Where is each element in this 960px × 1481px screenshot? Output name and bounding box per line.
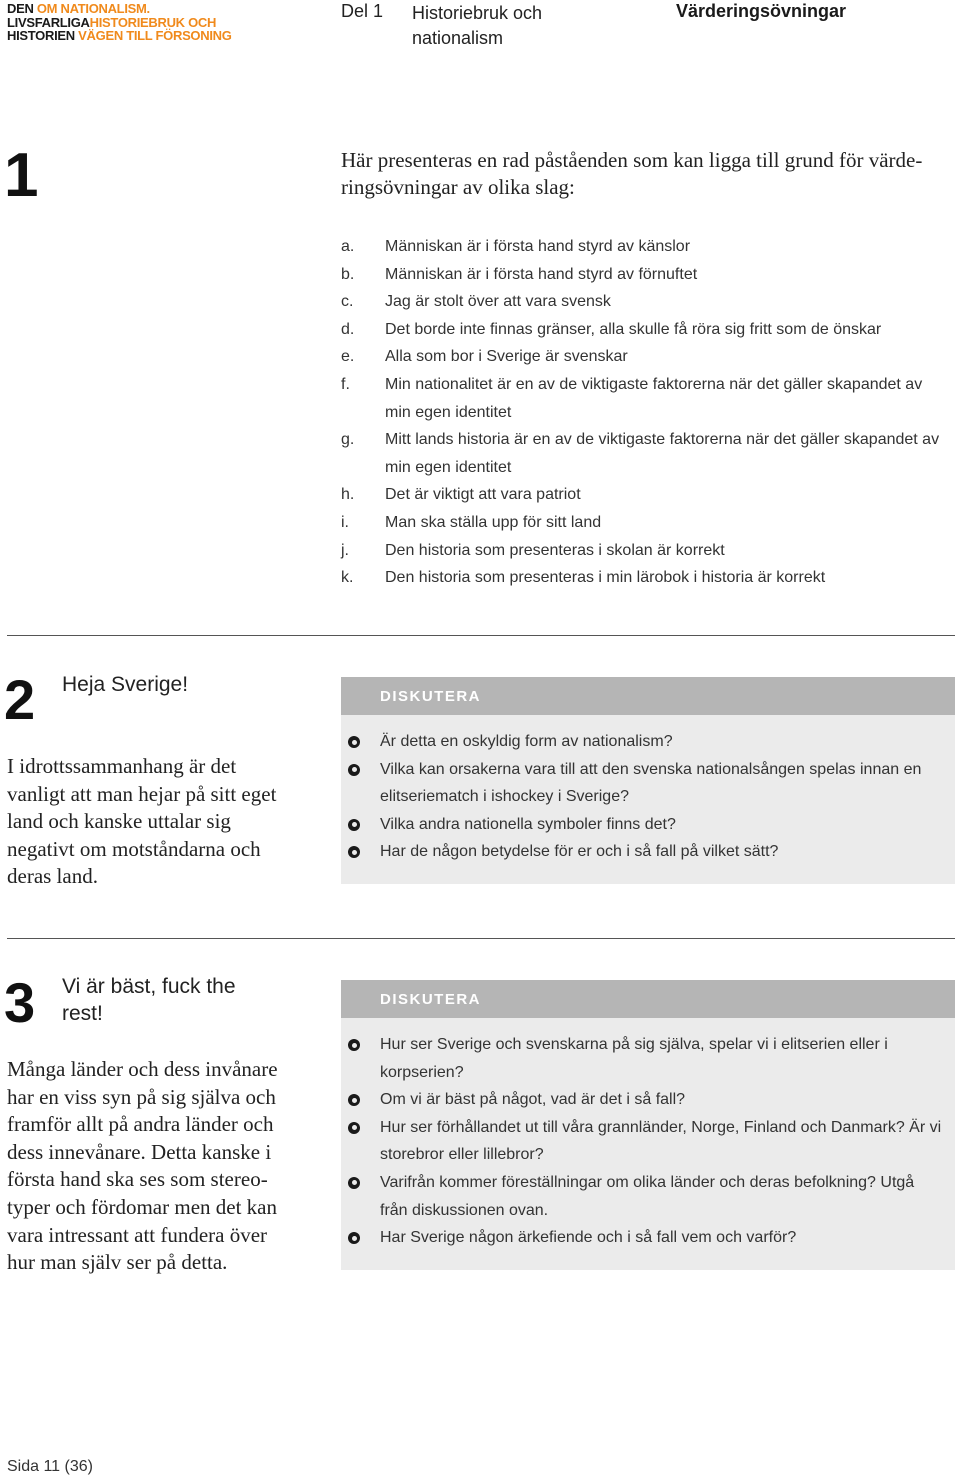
statement-letter: g.: [341, 431, 355, 449]
discussion-questions: [341, 715, 955, 866]
publication-logo: [7, 2, 232, 43]
statement-letter: f.: [341, 375, 350, 393]
statement-text: Det är viktigt att vara patriot: [385, 486, 581, 504]
section-1-number: 1: [4, 141, 37, 210]
statement-letter: k.: [341, 569, 354, 587]
section-divider: [7, 635, 955, 636]
section-3-discussion-box: [341, 980, 955, 1270]
statement-item: [341, 261, 941, 289]
statement-item: [341, 481, 941, 509]
header-section: Värderingsövningar: [676, 1, 847, 21]
discussion-question: [341, 1031, 945, 1086]
ring-bullet-icon: [348, 846, 360, 858]
discussion-question: [341, 838, 945, 866]
question-text: Varifrån kommer föreställningar om olika länder och deras befolkning? Utgå från diskussionen ovan.: [380, 1173, 915, 1219]
statement-list: [341, 233, 941, 592]
question-text: Om vi är bäst på något, vad är det i så fall?: [380, 1091, 686, 1109]
statement-text: Min nationalitet är en av de viktigaste faktorerna när det gäller skapandet av min egen identitet: [385, 375, 923, 421]
statement-text: Man ska ställa upp för sitt land: [385, 513, 602, 531]
section-2-title: Heja Sverige!: [62, 673, 189, 696]
section-divider: [7, 938, 955, 939]
ring-bullet-icon: [348, 736, 360, 748]
statement-letter: e.: [341, 348, 355, 366]
section-1-intro: Här presenteras en rad påståenden som kan ligga till grund för värderingsövningar av olika slag:: [341, 148, 923, 199]
statement-text: Människan är i första hand styrd av känslor: [385, 238, 691, 255]
page-number: Sida 11 (36): [7, 1458, 93, 1475]
discussion-question: [341, 811, 945, 839]
statement-text: Det borde inte finnas gränser, alla skulle få röra sig fritt som de önskar: [385, 320, 882, 338]
discussion-question: [341, 1086, 945, 1114]
ring-bullet-icon: [348, 1177, 360, 1189]
discussion-header: DISKUTERA: [341, 980, 955, 1018]
statement-item: [341, 509, 941, 537]
question-text: Har de någon betydelse för er och i så fall på vilket sätt?: [380, 843, 779, 861]
statement-text: Människan är i första hand styrd av förnuftet: [385, 265, 698, 283]
discussion-question: [341, 1114, 945, 1169]
statement-text: Den historia som presenteras i skolan är korrekt: [385, 541, 725, 559]
question-text: Är detta en oskyldig form av nationalism?: [380, 733, 673, 750]
statement-text: Den historia som presenteras i min lärobok i historia är korrekt: [385, 569, 826, 587]
statement-item: [341, 426, 941, 481]
statement-letter: h.: [341, 486, 355, 504]
statement-letter: a.: [341, 238, 355, 255]
statement-letter: j.: [341, 541, 349, 559]
statement-item: [341, 343, 941, 371]
section-3-title: Vi är bäst, fuck the rest!: [62, 975, 236, 1025]
header-part: Del 1: [341, 1, 384, 21]
header-chapter: Historiebruk och nationalism: [412, 3, 543, 48]
question-text: Har Sverige någon ärkefiende och i så fall vem och varför?: [380, 1229, 797, 1247]
discussion-question: [341, 1224, 945, 1252]
statement-item: [341, 371, 941, 426]
statement-item: [341, 288, 941, 316]
question-text: Hur ser förhållandet ut till våra grannländer, Norge, Finland och Danmark? Är vi storebror eller lillebror?: [380, 1118, 942, 1164]
ring-bullet-icon: [348, 1232, 360, 1244]
section-2-number: 2: [4, 668, 34, 731]
statement-letter: d.: [341, 320, 355, 338]
statement-letter: c.: [341, 293, 354, 311]
statement-text: Jag är stolt över att vara svensk: [385, 293, 611, 311]
statement-text: Mitt lands historia är en av de viktigaste faktorerna när det gäller skapandet av min egen identitet: [385, 431, 940, 476]
statement-item: [341, 316, 941, 344]
statement-item: [341, 537, 941, 565]
statement-letter: i.: [341, 513, 349, 531]
question-text: Vilka andra nationella symboler finns det?: [380, 815, 676, 833]
discussion-question: [341, 756, 945, 811]
logo-line-1: DEN OM NATIONALISM.: [7, 1, 150, 16]
statement-item: [341, 564, 941, 592]
statement-item: [341, 233, 941, 261]
statement-letter: b.: [341, 265, 355, 283]
section-2-discussion-box: [341, 677, 955, 884]
ring-bullet-icon: [348, 764, 360, 776]
discussion-question: [341, 728, 945, 756]
section-3-number: 3: [4, 971, 34, 1034]
section-3-body: Många länder och dess invånare har en viss syn på sig själva och framför allt på andra länder och dess innevånare. Detta kanske i första hand ska ses som stereotyper och fördomar men det kan vara intressant att fundera över hur man själv ser på detta.: [7, 1057, 278, 1275]
discussion-question: [341, 1169, 945, 1224]
question-text: Hur ser Sverige och svenskarna på sig själva, spelar vi i elitserien eller i korpserien?: [380, 1036, 888, 1081]
discussion-header: DISKUTERA: [341, 677, 955, 715]
question-text: Vilka kan orsakerna vara till att den svenska nationalsången spelas innan en elitseriematch i ishockey i Sverige?: [380, 760, 922, 806]
section-2-body: I idrottssammanhang är det vanligt att man hejar på sitt eget land och kanske uttalar sig negativt om motståndarna och deras land.: [7, 754, 277, 889]
discussion-questions: [341, 1018, 955, 1252]
ring-bullet-icon: [348, 1122, 360, 1134]
logo-line-3: HISTORIEN VÄGEN TILL FÖRSONING: [7, 28, 232, 43]
statement-text: Alla som bor i Sverige är svenskar: [385, 348, 628, 366]
ring-bullet-icon: [348, 1094, 360, 1106]
ring-bullet-icon: [348, 819, 360, 831]
logo-line-2: LIVSFARLIGAHISTORIEBRUK OCH: [7, 14, 217, 30]
ring-bullet-icon: [348, 1039, 360, 1051]
